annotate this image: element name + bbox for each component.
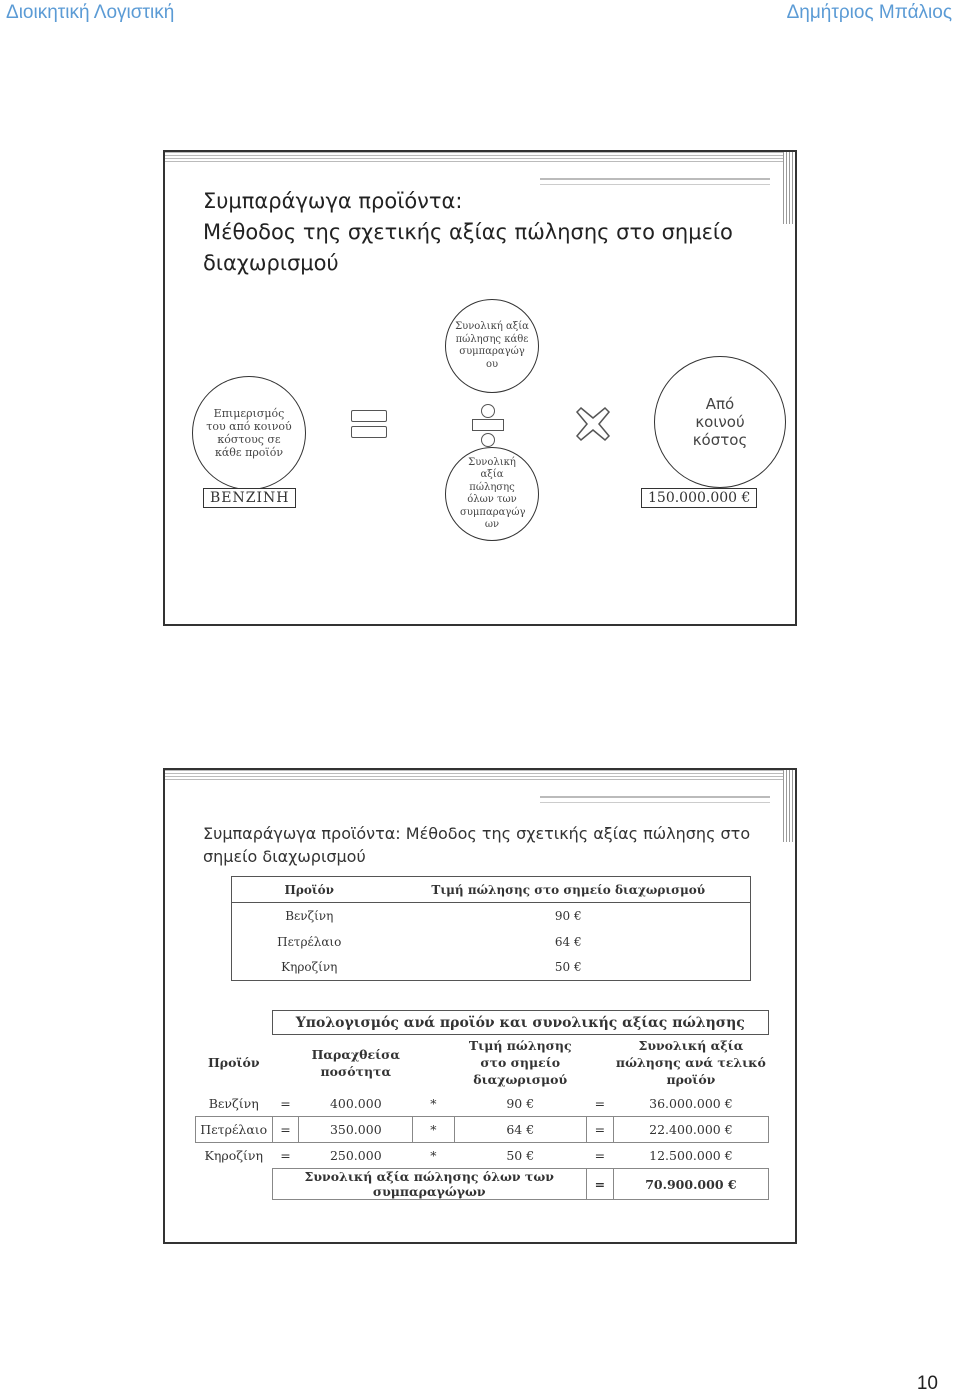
calc-cell-total: 12.500.000 € [649,1148,733,1163]
circle-joint-cost-label: Από κοινού κόστος [692,395,748,449]
calc-cell-equals: = [594,1148,606,1163]
slide-2 [163,768,797,1244]
calc-cell-operator: * [430,1148,437,1163]
calc-group-header: Υπολογισμός ανά προϊόν και συνολικής αξίας πώλησης [272,1011,768,1035]
calc-header-price: Τιμή πώλησης στο σημείο διαχωρισμού [468,1038,572,1088]
calc-cell-product: Πετρέλαιο [196,1117,273,1143]
prices-table-header [232,877,751,903]
table-row [196,1091,769,1117]
calc-total-row [196,1169,769,1200]
calc-cell-quantity: 350.000 [299,1117,413,1143]
calc-total-value: 70.900.000 € [613,1169,768,1200]
calc-total-label: Συνολική αξία πώλησης όλων των συμπαραγώγων [272,1169,586,1200]
calc-cell-quantity: 250.000 [329,1148,382,1163]
calc-cell-price: 50 € [506,1148,535,1163]
circle-product-sales-value-label: Συνολική αξία πώλησης κάθε συμπαραγώγ ου [455,321,529,370]
prices-cell-product: Κηροζίνη [281,960,338,975]
prices-header-price: Τιμή πώλησης στο σημείο διαχωρισμού [387,877,751,903]
calc-cell-product: Κηροζίνη [204,1148,263,1164]
joint-cost-value: 150.000.000 € [641,488,757,508]
prices-cell-price: 90 € [554,908,582,923]
calc-cell-equals: = [280,1148,291,1163]
slide-decoration-line [540,178,770,180]
slide-decoration-top [165,770,795,782]
calc-cell-equals: = [586,1117,613,1143]
calc-cell-product: Βενζίνη [208,1095,259,1111]
calc-total-equals: = [586,1169,613,1200]
calc-group-header-row [196,1011,769,1035]
table-row [232,929,751,955]
calc-cell-total: 36.000.000 € [649,1095,733,1111]
prices-cell-price: 50 € [554,960,582,975]
slide-1-title-line-1: Συμπαράγωγα προϊόντα: [203,189,463,213]
table-row [232,955,751,981]
prices-cell-product: Πετρέλαιο [277,934,342,949]
calc-header-quantity: Παραχθείσα ποσότητα [311,1046,400,1079]
product-label-benzine: ΒΕΝΖΙΝΗ [203,488,296,508]
slide-1-title [203,186,763,279]
calc-cell-operator: * [430,1095,437,1111]
calc-cell-equals: = [594,1095,606,1111]
calc-cell-price: 90 € [506,1095,535,1111]
slide-1 [163,150,797,626]
slide-decoration-line-2 [540,802,770,803]
header-author: Δημήτριος Μπάλιος [786,2,952,23]
circle-cost-allocation [192,376,306,490]
slide-1-title-line-3: διαχωρισμού [203,251,339,275]
calc-cell-total: 22.400.000 € [613,1117,768,1143]
slide-decoration-corner [783,770,795,842]
prices-table [231,876,751,981]
prices-cell-product: Βενζίνη [285,908,334,923]
circle-total-sales-value [445,447,539,541]
calc-cell-quantity: 400.000 [329,1095,382,1111]
circle-cost-allocation-label: Επιμερισμός του από κοινού κόστους σε κάθε προϊόν [206,407,292,459]
header-left-title: Διοικητική Λογιστική [6,2,175,23]
page-number: 10 [916,1373,938,1394]
slide-1-title-line-2: Μέθοδος της σχετικής αξίας πώλησης στο σημείο [203,220,733,244]
prices-header-product: Προϊόν [232,877,387,903]
calc-cell-equals: = [280,1095,291,1111]
circle-total-sales-value-label: Συνολική αξία πώλησης όλων των συμπαραγώγ ων [460,456,526,530]
calc-header-total: Συνολική αξία πώλησης ανά τελικό προϊόν [615,1038,766,1088]
calc-cell-equals: = [272,1117,299,1143]
prices-cell-price: 64 € [554,934,582,949]
slide-decoration-line-2 [540,184,770,185]
calculation-table [195,1010,769,1200]
calc-cell-price: 64 € [454,1117,586,1143]
circle-joint-cost [654,356,786,488]
table-row [196,1117,769,1143]
calc-header-product: Προϊόν [208,1055,260,1070]
slide-2-title: Συμπαράγωγα προϊόντα: Μέθοδος της σχετικής αξίας πώλησης στο σημείο διαχωρισμού [203,824,751,866]
slide-decoration-line [540,796,770,798]
circle-product-sales-value [445,299,539,393]
slide-decoration-corner [783,152,795,224]
table-row [196,1143,769,1169]
calc-cell-operator: * [413,1117,454,1143]
calc-column-headers [196,1035,769,1091]
slide-decoration-top [165,152,795,164]
table-row [232,903,751,929]
multiply-icon [575,406,611,442]
